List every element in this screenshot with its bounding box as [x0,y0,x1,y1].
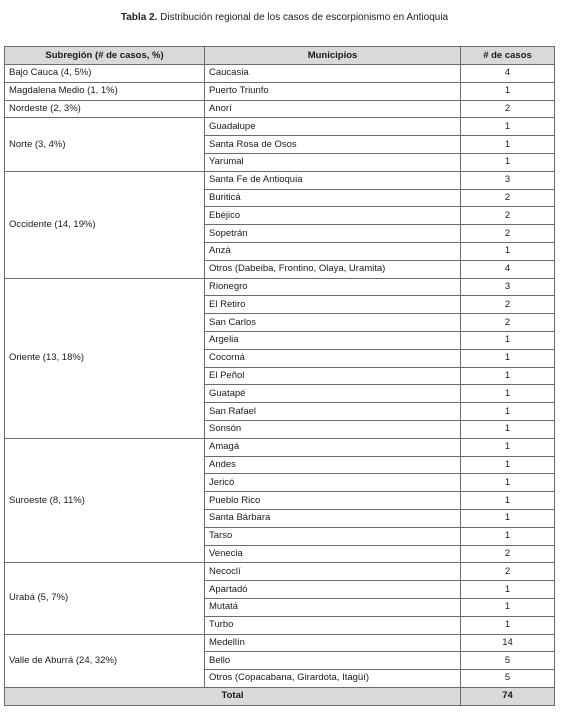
municipio-cell: Medellín [205,634,461,652]
casos-cell: 5 [461,670,555,688]
casos-cell: 2 [461,100,555,118]
casos-cell: 1 [461,82,555,100]
casos-cell: 2 [461,296,555,314]
municipio-cell: Ebéjico [205,207,461,225]
municipio-cell: Turbo [205,616,461,634]
casos-cell: 14 [461,634,555,652]
cases-table [4,46,555,706]
municipio-cell: Anorí [205,100,461,118]
municipio-cell: Cocorná [205,349,461,367]
municipio-cell: Apartadó [205,581,461,599]
casos-cell: 1 [461,438,555,456]
casos-cell: 5 [461,652,555,670]
municipio-cell: Pueblo Rico [205,492,461,510]
municipio-cell: Sonsón [205,420,461,438]
municipio-cell: Amagá [205,438,461,456]
casos-cell: 1 [461,385,555,403]
municipio-cell: Mutatá [205,598,461,616]
casos-cell: 1 [461,242,555,260]
municipio-cell: Otros (Dabeiba, Frontino, Olaya, Uramita) [205,260,461,278]
table-row [5,634,555,652]
caption-label: Tabla 2. [120,12,158,23]
caption-text: Distribución regional de los casos de escorpionismo en Antioquia [160,12,449,23]
table-row [5,278,555,296]
casos-cell: 4 [461,260,555,278]
casos-cell: 1 [461,616,555,634]
municipio-cell: Santa Bárbara [205,509,461,527]
header-subregion: Subregión (# de casos, %) [5,47,205,65]
casos-cell: 1 [461,420,555,438]
municipio-cell: Argelia [205,331,461,349]
municipio-cell: Andes [205,456,461,474]
municipio-cell: Santa Fe de Antioquia [205,171,461,189]
total-value: 74 [461,687,555,705]
header-casos: # de casos [461,47,555,65]
municipio-cell: Necoclí [205,563,461,581]
casos-cell: 1 [461,153,555,171]
subregion-cell: Valle de Aburrá (24, 32%) [5,634,205,687]
municipio-cell: Sopetrán [205,225,461,243]
subregion-cell: Norte (3, 4%) [5,118,205,171]
casos-cell: 3 [461,278,555,296]
total-row [5,687,555,705]
table-row [5,563,555,581]
casos-cell: 1 [461,474,555,492]
subregion-cell: Bajo Cauca (4, 5%) [5,65,205,83]
municipio-cell: Venecia [205,545,461,563]
subregion-cell: Urabá (5, 7%) [5,563,205,634]
municipio-cell: Otros (Copacabana, Girardota, Itagüí) [205,670,461,688]
casos-cell: 1 [461,136,555,154]
casos-cell: 2 [461,545,555,563]
table-row [5,118,555,136]
casos-cell: 1 [461,492,555,510]
municipio-cell: Guatapé [205,385,461,403]
casos-cell: 2 [461,207,555,225]
municipio-cell: Puerto Triunfo [205,82,461,100]
table-row [5,65,555,83]
header-municipios: Municipios [205,47,461,65]
casos-cell: 2 [461,225,555,243]
subregion-cell: Magdalena Medio (1, 1%) [5,82,205,100]
municipio-cell: El Peñol [205,367,461,385]
casos-cell: 1 [461,527,555,545]
table-caption [0,12,569,23]
subregion-cell: Suroeste (8, 11%) [5,438,205,563]
header-row [5,47,555,65]
casos-cell: 1 [461,118,555,136]
casos-cell: 2 [461,314,555,332]
table-body [5,65,555,688]
municipio-cell: Tarso [205,527,461,545]
municipio-cell: Jericó [205,474,461,492]
subregion-cell: Occidente (14, 19%) [5,171,205,278]
casos-cell: 4 [461,65,555,83]
table-row [5,82,555,100]
municipio-cell: Guadalupe [205,118,461,136]
municipio-cell: Buriticá [205,189,461,207]
casos-cell: 1 [461,456,555,474]
municipio-cell: Bello [205,652,461,670]
municipio-cell: Rionegro [205,278,461,296]
municipio-cell: Yarumal [205,153,461,171]
casos-cell: 1 [461,331,555,349]
casos-cell: 3 [461,171,555,189]
casos-cell: 1 [461,581,555,599]
casos-cell: 1 [461,598,555,616]
table-row [5,438,555,456]
subregion-cell: Nordeste (2, 3%) [5,100,205,118]
casos-cell: 1 [461,403,555,421]
table-row [5,171,555,189]
casos-cell: 1 [461,509,555,527]
municipio-cell: El Retiro [205,296,461,314]
municipio-cell: San Carlos [205,314,461,332]
casos-cell: 2 [461,563,555,581]
casos-cell: 1 [461,349,555,367]
subregion-cell: Oriente (13, 18%) [5,278,205,438]
casos-cell: 1 [461,367,555,385]
municipio-cell: Caucasia [205,65,461,83]
municipio-cell: Santa Rosa de Osos [205,136,461,154]
municipio-cell: San Rafael [205,403,461,421]
casos-cell: 2 [461,189,555,207]
table-row [5,100,555,118]
municipio-cell: Anzá [205,242,461,260]
total-label: Total [5,687,461,705]
